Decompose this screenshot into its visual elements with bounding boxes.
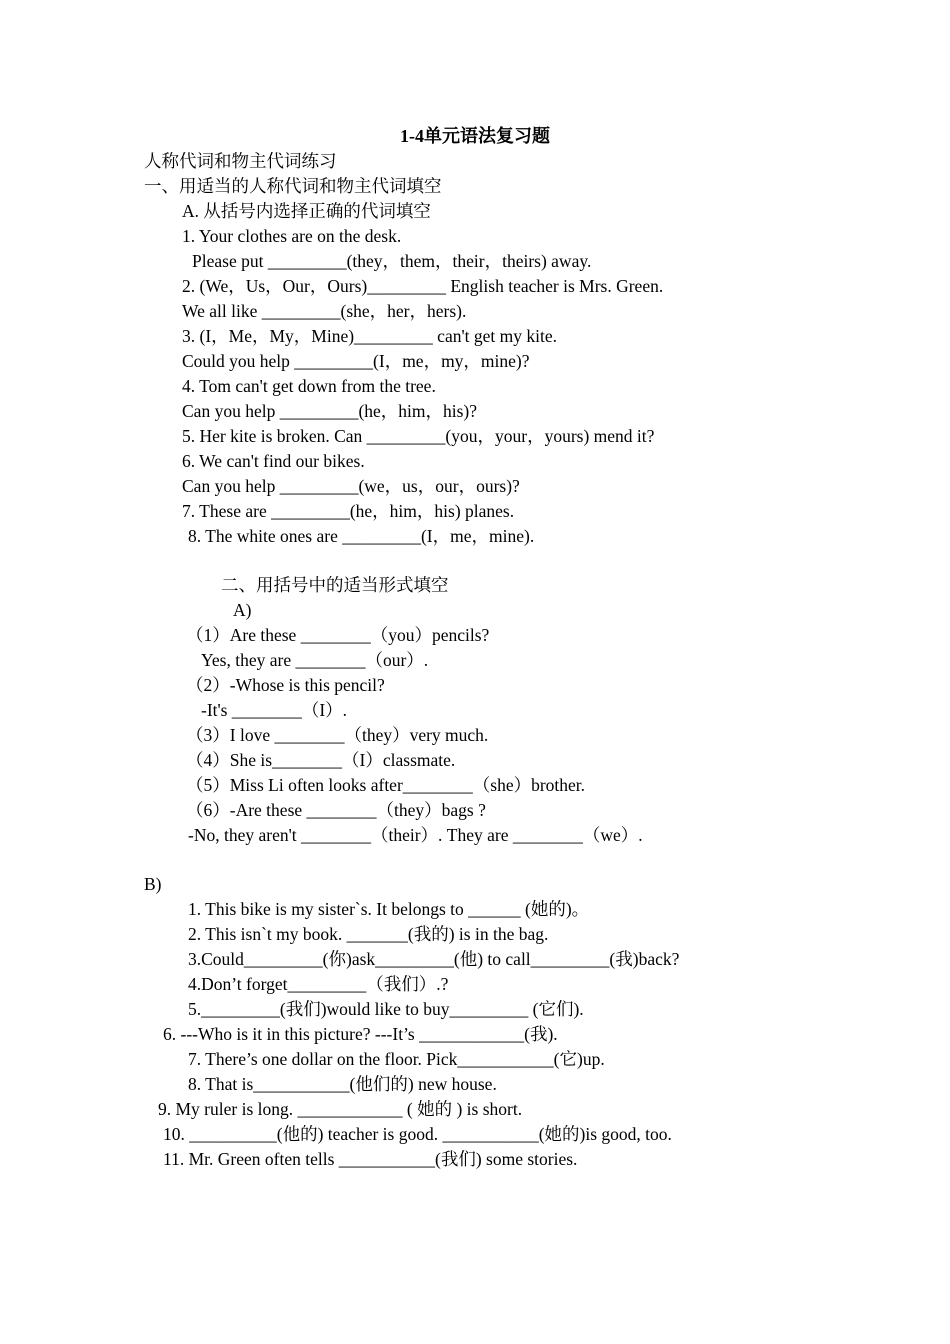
- subtitle: 人称代词和物主代词练习: [144, 151, 337, 171]
- s1-line: Please put _________(they，them，their，theirs) away.: [192, 251, 592, 271]
- s1-line: Can you help _________(he，him，his)?: [182, 401, 478, 421]
- s1-line: 8. The white ones are _________(I，me，mine).: [188, 526, 535, 546]
- s2b-line: 2. This isn`t my book. _______(我的) is in the bag.: [188, 924, 549, 944]
- s1-line: 3. (I，Me，My，Mine)_________ can't get my kite.: [182, 326, 557, 346]
- s2-line: （6）-Are these ________（they）bags ?: [186, 800, 486, 820]
- s1-line: 1. Your clothes are on the desk.: [182, 226, 402, 246]
- s2b-line: 6. ---Who is it in this picture? ---It’s ____________(我).: [163, 1024, 558, 1044]
- s1-line: 5. Her kite is broken. Can _________(you，your，yours) mend it?: [182, 426, 655, 446]
- s2-line: -No, they aren't ________（their）. They are ________（we）.: [188, 825, 643, 845]
- s1-line: Can you help _________(we，us，our，ours)?: [182, 476, 520, 496]
- s2b-line: 4.Don’t forget_________（我们）.?: [188, 974, 449, 994]
- s2b-line: 3.Could_________(你)ask_________(他) to call_________(我)back?: [188, 949, 680, 969]
- s2b-line: 9. My ruler is long. ____________ ( 她的 ) is short.: [158, 1099, 523, 1119]
- section1-heading: 一、用适当的人称代词和物主代词填空: [144, 176, 442, 196]
- s1-line: We all like _________(she，her，hers).: [182, 301, 467, 321]
- s1-line: 7. These are _________(he，him，his) planes.: [182, 501, 515, 521]
- s2b-line: 7. There’s one dollar on the floor. Pick___________(它)up.: [188, 1049, 605, 1069]
- s1-line: Could you help _________(I，me，my，mine)?: [182, 351, 530, 371]
- s2b-line: 11. Mr. Green often tells ___________(我们) some stories.: [163, 1149, 578, 1169]
- s2-line: -It's ________（I）.: [201, 700, 348, 720]
- s2-line: （2）-Whose is this pencil?: [186, 675, 385, 695]
- section2-heading: 二、用括号中的适当形式填空: [221, 575, 449, 595]
- page-title: 1-4单元语法复习题: [400, 126, 550, 146]
- section2-partB-label: B): [144, 874, 162, 894]
- s1-line: 6. We can't find our bikes.: [182, 451, 365, 471]
- s2-line: Yes, they are ________（our）.: [201, 650, 429, 670]
- s2b-line: 10. __________(他的) teacher is good. ___________(她的)is good, too.: [163, 1124, 672, 1144]
- s1-line: 2. (We，Us，Our，Ours)_________ English teacher is Mrs. Green.: [182, 276, 664, 296]
- section2-partA-label: A): [233, 600, 252, 620]
- s2b-line: 5._________(我们)would like to buy_________ (它们).: [188, 999, 584, 1019]
- s2-line: （3）I love ________（they）very much.: [186, 725, 489, 745]
- s2-line: （1）Are these ________（you）pencils?: [186, 625, 490, 645]
- s2b-line: 8. That is___________(他们的) new house.: [188, 1074, 497, 1094]
- s2-line: （5）Miss Li often looks after________（she）brother.: [186, 775, 586, 795]
- section1-partA-heading: A. 从括号内选择正确的代词填空: [182, 201, 431, 221]
- s2b-line: 1. This bike is my sister`s. It belongs to ______ (她的)。: [188, 899, 590, 919]
- s1-line: 4. Tom can't get down from the tree.: [182, 376, 436, 396]
- s2-line: （4）She is________（I）classmate.: [186, 750, 456, 770]
